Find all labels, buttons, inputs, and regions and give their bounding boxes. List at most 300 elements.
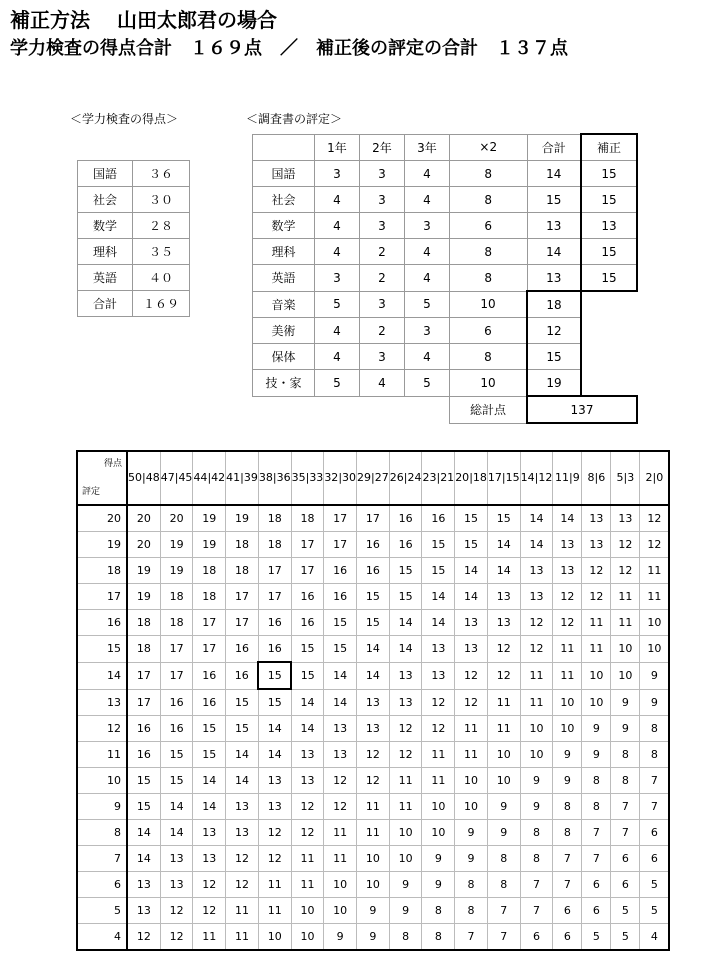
value-cell: 7 xyxy=(582,820,611,846)
value-cell: 10 xyxy=(357,872,390,898)
value-cell: 11 xyxy=(258,872,291,898)
report-row xyxy=(253,213,638,239)
report-row xyxy=(253,161,638,187)
value-cell: 9 xyxy=(324,924,357,951)
range-high: 17 xyxy=(487,471,502,484)
value-cell: 10 xyxy=(553,716,582,742)
value-cell: 8 xyxy=(422,898,455,924)
value-cell: 13 xyxy=(455,610,488,636)
value-cell: 16 xyxy=(193,662,226,689)
value-cell: 12 xyxy=(611,558,640,584)
scores-row xyxy=(78,161,190,187)
value-cell: 13 xyxy=(127,872,160,898)
range-low: 45 xyxy=(178,471,193,484)
grade-row-header: 11 xyxy=(77,742,127,768)
value-cell: 13 xyxy=(520,584,553,610)
value-cell: 6 xyxy=(611,846,640,872)
range-high: 35 xyxy=(291,471,306,484)
value-cell: 12 xyxy=(582,558,611,584)
value-cell: 14 xyxy=(127,820,160,846)
corrected-cell: 15 xyxy=(581,187,637,213)
value-cell: 11 xyxy=(422,768,455,794)
subject-cell: 美術 xyxy=(253,318,315,344)
value-cell: 11 xyxy=(389,794,422,820)
value-cell: 17 xyxy=(193,636,226,663)
conversion-row xyxy=(77,662,669,689)
subject-cell: 合計 xyxy=(78,291,133,317)
value-cell: 9 xyxy=(640,689,670,716)
range-low: 30 xyxy=(342,471,357,484)
subject-cell: 社会 xyxy=(253,187,315,213)
score-range-header xyxy=(520,451,553,505)
value-cell: 12 xyxy=(291,794,324,820)
value-cell: 12 xyxy=(258,846,291,872)
range-high: 29 xyxy=(357,471,372,484)
range-separator: | xyxy=(207,471,212,484)
grade-cell: 4 xyxy=(405,161,450,187)
grand-total-value: 137 xyxy=(527,396,637,423)
range-low: 0 xyxy=(656,471,664,484)
value-cell: 18 xyxy=(160,610,193,636)
value-cell: 13 xyxy=(357,689,390,716)
grade-cell: 8 xyxy=(450,161,528,187)
value-cell: 14 xyxy=(422,610,455,636)
score-range-header xyxy=(389,451,422,505)
value-cell: 9 xyxy=(640,662,670,689)
value-cell: 9 xyxy=(487,820,520,846)
range-separator: | xyxy=(501,471,506,484)
grade-cell: 8 xyxy=(450,265,528,292)
value-cell: 5 xyxy=(640,898,670,924)
value-cell: 18 xyxy=(160,584,193,610)
conversion-row xyxy=(77,820,669,846)
grade-cell: 4 xyxy=(315,318,360,344)
value-cell: 5 xyxy=(611,898,640,924)
value-cell: 19 xyxy=(193,505,226,532)
value-cell: 14 xyxy=(291,716,324,742)
range-low: 6 xyxy=(598,471,606,484)
value-cell: 19 xyxy=(127,584,160,610)
range-low: 39 xyxy=(243,471,258,484)
value-cell: 9 xyxy=(520,768,553,794)
value-cell: 10 xyxy=(324,872,357,898)
range-low: 21 xyxy=(440,471,455,484)
value-cell: 12 xyxy=(487,662,520,689)
value-cell: 13 xyxy=(582,532,611,558)
value-cell: 10 xyxy=(455,768,488,794)
report-card-table xyxy=(252,133,638,424)
value-cell: 9 xyxy=(582,716,611,742)
value-cell: 14 xyxy=(553,505,582,532)
score-range-header xyxy=(226,451,259,505)
value-cell: 10 xyxy=(455,794,488,820)
range-separator: | xyxy=(534,471,539,484)
grade-cell: 19 xyxy=(527,370,581,397)
score-range-header xyxy=(160,451,193,505)
value-cell: 18 xyxy=(258,532,291,558)
range-high: 47 xyxy=(160,471,175,484)
grade-cell: 3 xyxy=(405,213,450,239)
value-cell: 12 xyxy=(389,716,422,742)
score-range-header xyxy=(291,451,324,505)
range-high: 8 xyxy=(587,471,595,484)
value-cell: 12 xyxy=(422,689,455,716)
subject-cell: 英語 xyxy=(253,265,315,292)
range-low: 48 xyxy=(145,471,160,484)
subject-cell: 理科 xyxy=(78,239,133,265)
value-cell: 16 xyxy=(324,584,357,610)
value-cell: 7 xyxy=(553,872,582,898)
value-cell: 10 xyxy=(258,924,291,951)
value-cell: 15 xyxy=(226,716,259,742)
score-range-header xyxy=(611,451,640,505)
value-cell: 16 xyxy=(193,689,226,716)
value-cell: 9 xyxy=(611,689,640,716)
value-cell: 11 xyxy=(611,610,640,636)
value-cell: 8 xyxy=(582,794,611,820)
value-cell: 7 xyxy=(611,820,640,846)
value-cell: 8 xyxy=(422,924,455,951)
value-cell: 5 xyxy=(582,924,611,951)
value-cell: 17 xyxy=(226,610,259,636)
value-cell: 12 xyxy=(193,898,226,924)
value-cell: 10 xyxy=(640,636,670,663)
value-cell: 14 xyxy=(455,558,488,584)
score-cell: ３６ xyxy=(133,161,190,187)
value-cell: 17 xyxy=(357,505,390,532)
value-cell: 13 xyxy=(553,558,582,584)
score-cell: ３５ xyxy=(133,239,190,265)
conversion-header-row xyxy=(77,451,669,505)
grade-row-header: 6 xyxy=(77,872,127,898)
empty-cell xyxy=(360,396,405,423)
value-cell: 18 xyxy=(193,584,226,610)
value-cell: 12 xyxy=(389,742,422,768)
value-cell: 6 xyxy=(582,898,611,924)
score-range-header xyxy=(487,451,520,505)
value-cell: 15 xyxy=(291,662,324,689)
value-cell: 6 xyxy=(553,924,582,951)
range-separator: | xyxy=(594,471,599,484)
value-cell: 10 xyxy=(640,610,670,636)
grade-cell: 18 xyxy=(527,291,581,318)
score-range-header xyxy=(455,451,488,505)
value-cell: 13 xyxy=(193,820,226,846)
range-low: 42 xyxy=(211,471,226,484)
score-range-header xyxy=(582,451,611,505)
value-cell: 9 xyxy=(487,794,520,820)
conversion-row xyxy=(77,558,669,584)
value-cell: 15 xyxy=(193,742,226,768)
grade-cell: 4 xyxy=(315,239,360,265)
value-cell: 10 xyxy=(582,662,611,689)
value-cell: 13 xyxy=(324,716,357,742)
value-cell: 8 xyxy=(553,820,582,846)
score-cell: ２８ xyxy=(133,213,190,239)
corner-grade-label: 評定 xyxy=(82,487,101,497)
scores-row xyxy=(78,265,190,291)
value-cell: 16 xyxy=(357,532,390,558)
value-cell: 17 xyxy=(226,584,259,610)
range-high: 11 xyxy=(554,471,569,484)
value-cell: 12 xyxy=(455,662,488,689)
value-cell: 10 xyxy=(582,689,611,716)
value-cell: 9 xyxy=(357,924,390,951)
value-cell: 8 xyxy=(611,742,640,768)
value-cell: 12 xyxy=(553,610,582,636)
grade-cell: 8 xyxy=(450,187,528,213)
value-cell: 13 xyxy=(389,689,422,716)
value-cell: 11 xyxy=(582,636,611,663)
value-cell: 10 xyxy=(389,846,422,872)
value-cell: 9 xyxy=(357,898,390,924)
value-cell: 16 xyxy=(291,610,324,636)
value-cell: 13 xyxy=(160,846,193,872)
range-high: 32 xyxy=(324,471,339,484)
grade-cell: 15 xyxy=(527,187,581,213)
score-range-header xyxy=(324,451,357,505)
range-separator: | xyxy=(371,471,375,484)
value-cell: 10 xyxy=(291,898,324,924)
range-low: 27 xyxy=(374,471,389,484)
value-cell: 9 xyxy=(611,716,640,742)
grade-cell: 3 xyxy=(315,265,360,292)
value-cell: 13 xyxy=(582,505,611,532)
value-cell: 15 xyxy=(455,532,488,558)
value-cell: 12 xyxy=(127,924,160,951)
subject-cell: 国語 xyxy=(78,161,133,187)
grade-cell: 8 xyxy=(450,239,528,265)
subject-cell: 音楽 xyxy=(253,291,315,318)
value-cell: 9 xyxy=(422,846,455,872)
grade-cell: 4 xyxy=(360,370,405,397)
conversion-row xyxy=(77,794,669,820)
value-cell: 16 xyxy=(324,558,357,584)
conversion-table xyxy=(76,450,670,951)
value-cell: 13 xyxy=(611,505,640,532)
value-cell: 12 xyxy=(357,768,390,794)
value-cell: 19 xyxy=(193,532,226,558)
value-cell: 8 xyxy=(455,872,488,898)
value-cell: 13 xyxy=(226,794,259,820)
value-cell: 16 xyxy=(226,636,259,663)
report-row xyxy=(253,318,638,344)
page-title: 補正方法 山田太郎君の場合 xyxy=(10,8,277,32)
value-cell: 19 xyxy=(160,558,193,584)
grade-cell: 3 xyxy=(360,291,405,318)
value-cell: 14 xyxy=(487,532,520,558)
grade-cell: 5 xyxy=(315,291,360,318)
grade-cell: 6 xyxy=(450,318,528,344)
value-cell: 14 xyxy=(455,584,488,610)
conversion-row xyxy=(77,768,669,794)
range-separator: | xyxy=(469,471,473,484)
conversion-row xyxy=(77,898,669,924)
value-cell: 11 xyxy=(520,689,553,716)
report-row xyxy=(253,265,638,292)
value-cell: 12 xyxy=(553,584,582,610)
value-cell: 7 xyxy=(520,872,553,898)
corner-cell xyxy=(77,451,127,505)
score-cell: １６９ xyxy=(133,291,190,317)
report-header-cell: ×2 xyxy=(450,134,528,161)
value-cell: 15 xyxy=(422,532,455,558)
range-separator: | xyxy=(272,471,277,484)
value-cell: 9 xyxy=(553,768,582,794)
empty-cell xyxy=(315,396,360,423)
value-cell: 17 xyxy=(258,558,291,584)
range-separator: | xyxy=(174,471,179,484)
grade-cell: 10 xyxy=(450,370,528,397)
value-cell: 13 xyxy=(324,742,357,768)
value-cell: 13 xyxy=(520,558,553,584)
value-cell: 13 xyxy=(193,846,226,872)
range-separator: | xyxy=(305,471,310,484)
range-separator: | xyxy=(240,471,244,484)
value-cell: 9 xyxy=(389,898,422,924)
value-cell: 8 xyxy=(611,768,640,794)
value-cell: 12 xyxy=(422,716,455,742)
value-cell: 16 xyxy=(357,558,390,584)
value-cell: 18 xyxy=(127,636,160,663)
value-cell: 9 xyxy=(422,872,455,898)
corrected-cell xyxy=(581,370,637,397)
range-separator: | xyxy=(403,471,408,484)
score-cell: ４０ xyxy=(133,265,190,291)
conversion-row xyxy=(77,716,669,742)
value-cell: 10 xyxy=(324,898,357,924)
value-cell: 7 xyxy=(582,846,611,872)
range-high: 44 xyxy=(193,471,208,484)
value-cell: 11 xyxy=(389,768,422,794)
value-cell: 12 xyxy=(226,846,259,872)
grade-row-header: 16 xyxy=(77,610,127,636)
grade-row-header: 20 xyxy=(77,505,127,532)
value-cell: 12 xyxy=(357,742,390,768)
grade-cell: 6 xyxy=(450,213,528,239)
grade-row-header: 19 xyxy=(77,532,127,558)
value-cell: 11 xyxy=(324,820,357,846)
value-cell: 15 xyxy=(160,768,193,794)
subject-cell: 数学 xyxy=(78,213,133,239)
value-cell: 11 xyxy=(455,742,488,768)
value-cell: 8 xyxy=(640,742,670,768)
value-cell: 13 xyxy=(487,610,520,636)
value-cell: 16 xyxy=(258,610,291,636)
value-cell: 6 xyxy=(582,872,611,898)
value-cell: 13 xyxy=(389,662,422,689)
value-cell: 15 xyxy=(422,558,455,584)
conversion-row xyxy=(77,872,669,898)
empty-cell xyxy=(405,396,450,423)
value-cell: 16 xyxy=(160,689,193,716)
value-cell: 10 xyxy=(422,820,455,846)
report-header-cell: 3年 xyxy=(405,134,450,161)
highlighted-value-cell: 15 xyxy=(258,662,291,689)
value-cell: 10 xyxy=(520,716,553,742)
value-cell: 13 xyxy=(226,820,259,846)
value-cell: 17 xyxy=(291,532,324,558)
value-cell: 15 xyxy=(226,689,259,716)
value-cell: 12 xyxy=(640,505,670,532)
value-cell: 18 xyxy=(226,532,259,558)
value-cell: 19 xyxy=(127,558,160,584)
score-range-header xyxy=(357,451,390,505)
scores-row xyxy=(78,187,190,213)
report-header-row xyxy=(253,134,638,161)
value-cell: 14 xyxy=(226,768,259,794)
conversion-row xyxy=(77,742,669,768)
subject-cell: 国語 xyxy=(253,161,315,187)
report-row xyxy=(253,187,638,213)
grade-cell: 4 xyxy=(315,187,360,213)
value-cell: 12 xyxy=(582,584,611,610)
grade-cell: 12 xyxy=(527,318,581,344)
value-cell: 9 xyxy=(520,794,553,820)
range-low: 3 xyxy=(627,471,635,484)
value-cell: 15 xyxy=(258,689,291,716)
value-cell: 11 xyxy=(422,742,455,768)
subject-cell: 社会 xyxy=(78,187,133,213)
value-cell: 18 xyxy=(226,558,259,584)
grade-row-header: 9 xyxy=(77,794,127,820)
value-cell: 11 xyxy=(226,898,259,924)
corrected-cell xyxy=(581,344,637,370)
grade-cell: 8 xyxy=(450,344,528,370)
report-header-cell xyxy=(253,134,315,161)
value-cell: 8 xyxy=(582,768,611,794)
value-cell: 13 xyxy=(455,636,488,663)
value-cell: 14 xyxy=(324,662,357,689)
grade-cell: 3 xyxy=(360,213,405,239)
value-cell: 13 xyxy=(487,584,520,610)
range-high: 20 xyxy=(455,471,470,484)
value-cell: 9 xyxy=(455,820,488,846)
value-cell: 12 xyxy=(520,610,553,636)
value-cell: 11 xyxy=(324,846,357,872)
grade-cell: 4 xyxy=(405,265,450,292)
value-cell: 8 xyxy=(520,820,553,846)
range-separator: | xyxy=(436,471,441,484)
value-cell: 17 xyxy=(160,662,193,689)
value-cell: 13 xyxy=(160,872,193,898)
grade-row-header: 10 xyxy=(77,768,127,794)
value-cell: 12 xyxy=(291,820,324,846)
value-cell: 19 xyxy=(160,532,193,558)
score-range-header xyxy=(553,451,582,505)
value-cell: 11 xyxy=(455,716,488,742)
corrected-cell: 15 xyxy=(581,265,637,292)
subject-cell: 数学 xyxy=(253,213,315,239)
range-high: 41 xyxy=(226,471,241,484)
value-cell: 13 xyxy=(553,532,582,558)
page-subtitle: 学力検査の得点合計 １６９点 ／ 補正後の評定の合計 １３７点 xyxy=(10,38,568,59)
value-cell: 10 xyxy=(611,662,640,689)
grade-row-header: 18 xyxy=(77,558,127,584)
range-separator: | xyxy=(623,471,628,484)
value-cell: 14 xyxy=(422,584,455,610)
grade-cell: 5 xyxy=(315,370,360,397)
value-cell: 14 xyxy=(127,846,160,872)
value-cell: 9 xyxy=(553,742,582,768)
value-cell: 7 xyxy=(520,898,553,924)
value-cell: 6 xyxy=(640,846,670,872)
grade-cell: 13 xyxy=(527,265,581,292)
grade-cell: 2 xyxy=(360,318,405,344)
value-cell: 13 xyxy=(422,662,455,689)
scores-caption: ＜学力検査の得点＞ xyxy=(70,112,179,126)
grade-cell: 5 xyxy=(405,291,450,318)
